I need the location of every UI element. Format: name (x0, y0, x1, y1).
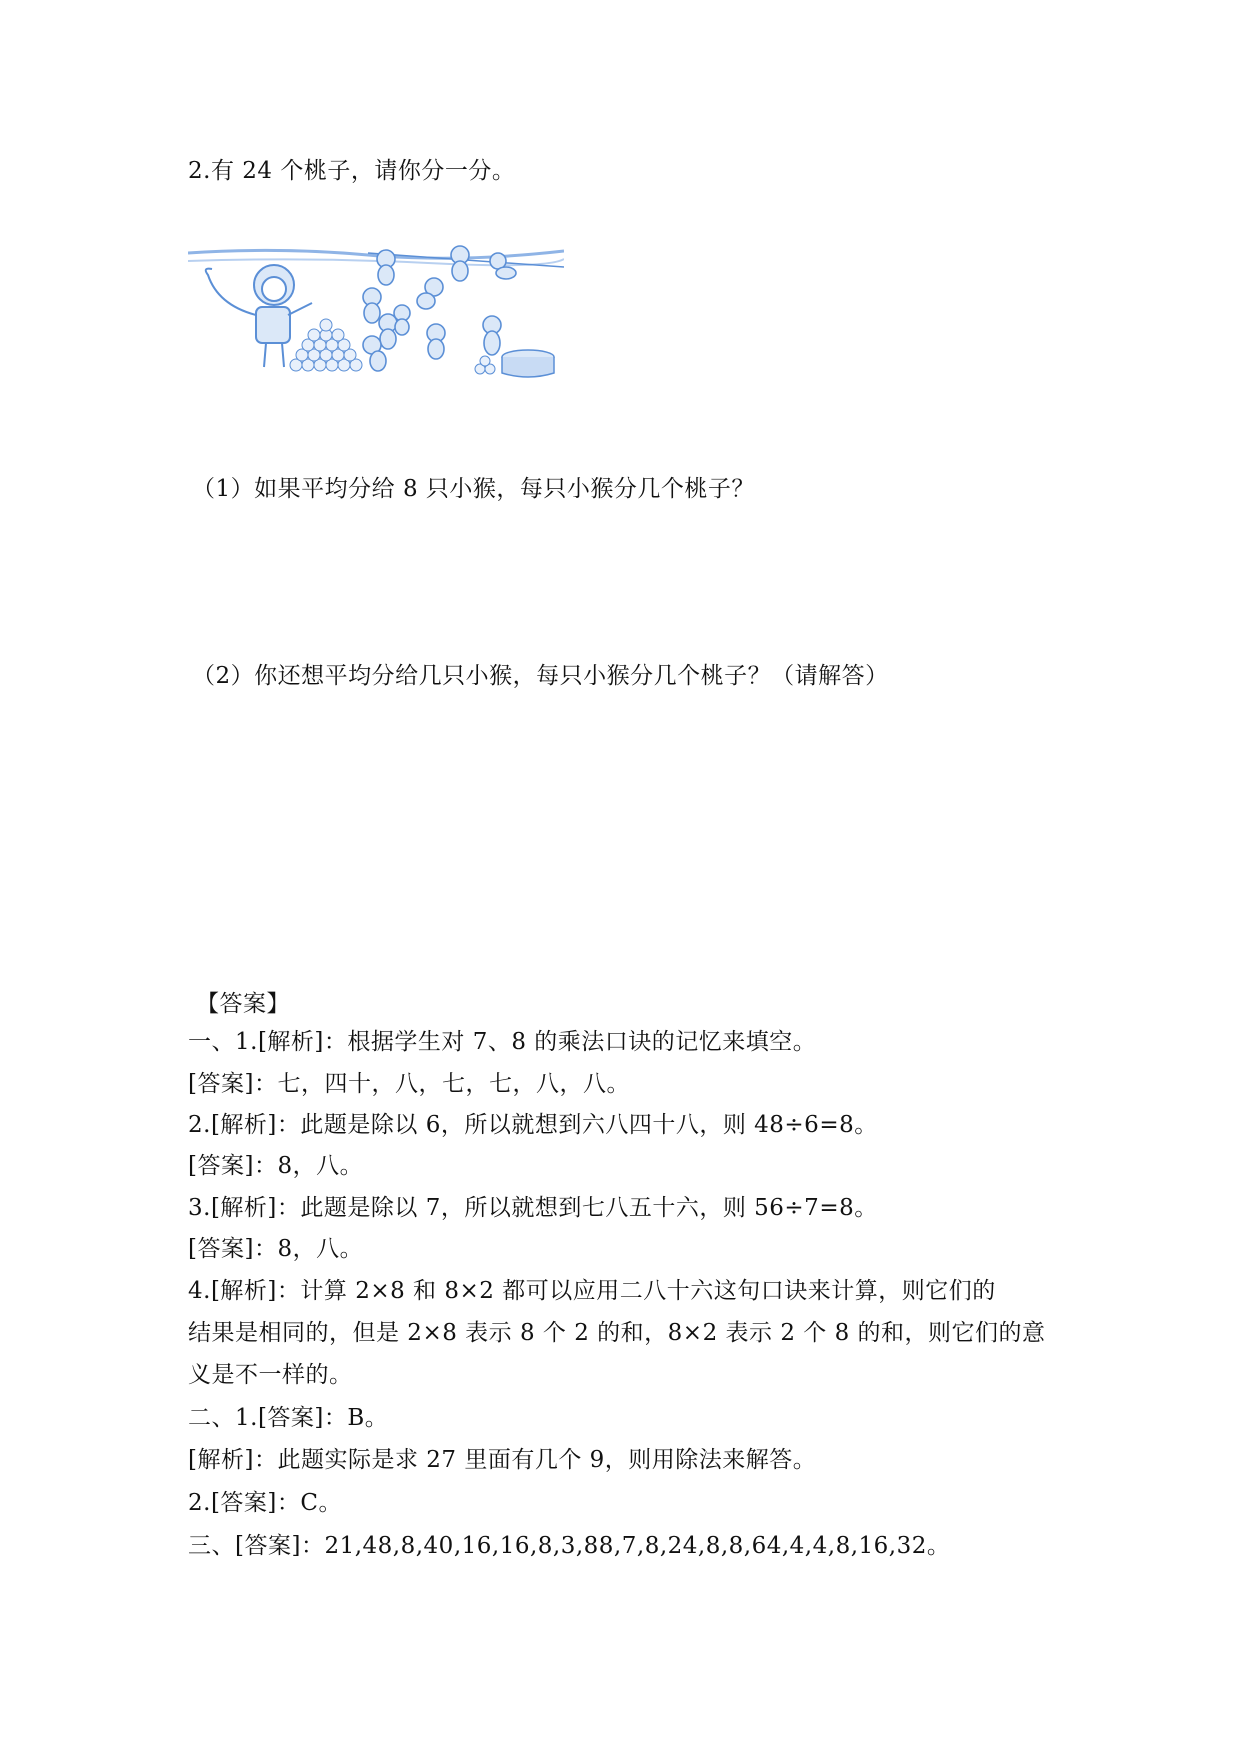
answer-line: 3.[解析]：此题是除以 7，所以就想到七八五十六，则 56÷7=8。 (188, 1195, 878, 1221)
question-part-1: （1）如果平均分给 8 只小猴，每只小猴分几个桃子？ (192, 476, 755, 502)
answer-line: 2.[答案]：C。 (188, 1490, 342, 1516)
question-part-2: （2）你还想平均分给几只小猴，每只小猴分几个桃子？（请解答） (192, 663, 889, 689)
question-title: 2.有 24 个桃子，请你分一分。 (188, 158, 516, 184)
answer-line: 二、1.[答案]：B。 (188, 1405, 389, 1431)
answer-line: 三、[答案]：21,48,8,40,16,16,8,3,88,7,8,24,8,8,64,4,4,8,16,32。 (188, 1533, 951, 1559)
answer-line: [答案]：七，四十，八，七，七，八，八。 (188, 1071, 630, 1097)
answer-line: 一、1.[解析]：根据学生对 7、8 的乘法口诀的记忆来填空。 (188, 1029, 817, 1055)
answer-heading: 【答案】 (196, 991, 290, 1017)
answer-line: 结果是相同的，但是 2×8 表示 8 个 2 的和，8×2 表示 2 个 8 的和，则它们的意 (188, 1320, 1046, 1346)
answer-line: 2.[解析]：此题是除以 6，所以就想到六八四十八，则 48÷6=8。 (188, 1112, 878, 1138)
tree-stump (502, 350, 554, 377)
answer-line: 义是不一样的。 (188, 1362, 353, 1388)
answer-line: 4.[解析]：计算 2×8 和 8×2 都可以应用二八十六这句口诀来计算，则它们的 (188, 1278, 996, 1304)
monkeys-peaches-illustration (188, 245, 564, 378)
answer-line: [解析]：此题实际是求 27 里面有几个 9，则用除法来解答。 (188, 1447, 817, 1473)
answer-line: [答案]：8，八。 (188, 1153, 364, 1179)
answer-line: [答案]：8，八。 (188, 1236, 364, 1262)
